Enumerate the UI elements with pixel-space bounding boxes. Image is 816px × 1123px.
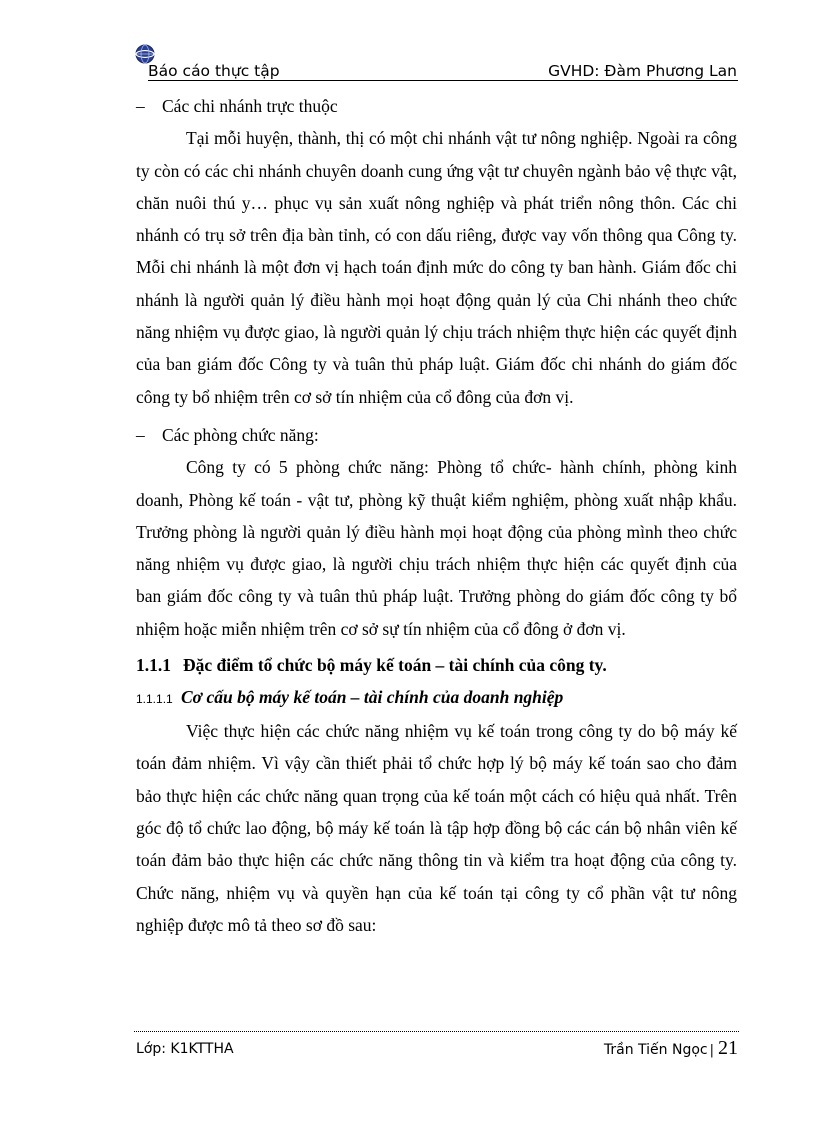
- header-supervisor: GVHD: Đàm Phương Lan: [548, 62, 737, 80]
- subsection-number: 1.1.1.1: [136, 692, 173, 707]
- footer-separator: |: [709, 1043, 714, 1058]
- section-number: 1.1.1: [136, 655, 171, 676]
- header-divider: [148, 80, 738, 81]
- subsection-title: Cơ cấu bộ máy kế toán – tài chính của doanh nghiệp: [181, 687, 564, 708]
- paragraph-departments: Công ty có 5 phòng chức năng: Phòng tổ chức- hành chính, phòng kinh doanh, Phòng kế toán - vật tư, phòng kỹ thuật kiểm nghiệm, phòng xuất nhập khẩu. Trưởng phòng là người quản lý điều hành mọi hoạt động của phòng mình theo chức năng nhiệm vụ được giao, là người chịu trách nhiệm thực hiện các quyết định của ban giám đốc công ty và tuân thủ pháp luật. Trưởng phòng do giám đốc công ty bổ nhiệm hoặc miễn nhiệm trên cơ sở sự tín nhiệm của cổ đông ở đơn vị.: [136, 457, 737, 639]
- bullet-departments: [136, 419, 737, 451]
- section-title: Đặc điểm tổ chức bộ máy kế toán – tài chính của công ty.: [183, 655, 607, 676]
- header-title: Báo cáo thực tập: [148, 62, 280, 80]
- footer-author: Trần Tiến Ngọc: [603, 1042, 708, 1058]
- subsection-heading: [136, 681, 737, 715]
- paragraph-branches: Tại mỗi huyện, thành, thị có một chi nhánh vật tư nông nghiệp. Ngoài ra công ty còn có các chi nhánh chuyên doanh cung ứng vật tư chuyên ngành bảo vệ thực vật, chăn nuôi thú y… phục vụ sản xuất nông nghiệp và phát triển nông thôn. Các chi nhánh có trụ sở trên địa bàn tỉnh, có con dấu riêng, được vay vốn thông qua Công ty. Mỗi chi nhánh là một đơn vị hạch toán định mức do công ty ban hành. Giám đốc chi nhánh là người quản lý điều hành mọi hoạt động quản lý của Chi nhánh theo chức năng nhiệm vụ được giao, là người quản lý chịu trách nhiệm thực hiện các quyết định của ban giám đốc Công ty và tuân thủ pháp luật. Giám đốc chi nhánh do giám đốc công ty bổ nhiệm trên cơ sở tín nhiệm của cổ đông của đơn vị.: [136, 128, 737, 407]
- footer-author-page: [604, 1037, 738, 1060]
- page-number: 21: [718, 1037, 738, 1059]
- footer-divider: [134, 1031, 739, 1032]
- section-heading: [136, 649, 737, 681]
- bullet-text: Các phòng chức năng:: [162, 424, 319, 445]
- paragraph-accounting: Việc thực hiện các chức năng nhiệm vụ kế toán trong công ty do bộ máy kế toán đảm nhiệm. Vì vậy cần thiết phải tổ chức hợp lý bộ máy kế toán sao cho đảm bảo thực hiện các chức năng quan trọng của kế toán một cách có hiệu quả nhất. Trên góc độ tổ chức lao động, bộ máy kế toán là tập hợp đồng bộ các cán bộ nhân viên kế toán đảm bảo thực hiện các chức năng thông tin và kiểm tra hoạt động của công ty. Chức năng, nhiệm vụ và quyền hạn của kế toán tại công ty cổ phần vật tư nông nghiệp được mô tả theo sơ đồ sau:: [136, 721, 737, 935]
- bullet-dash: –: [136, 424, 145, 445]
- bullet-branches: [136, 90, 737, 122]
- main-content: [136, 90, 737, 941]
- bullet-text: Các chi nhánh trực thuộc: [162, 96, 338, 116]
- bullet-dash: –: [136, 96, 145, 116]
- footer-class: Lớp: K1KTTHA: [136, 1041, 234, 1057]
